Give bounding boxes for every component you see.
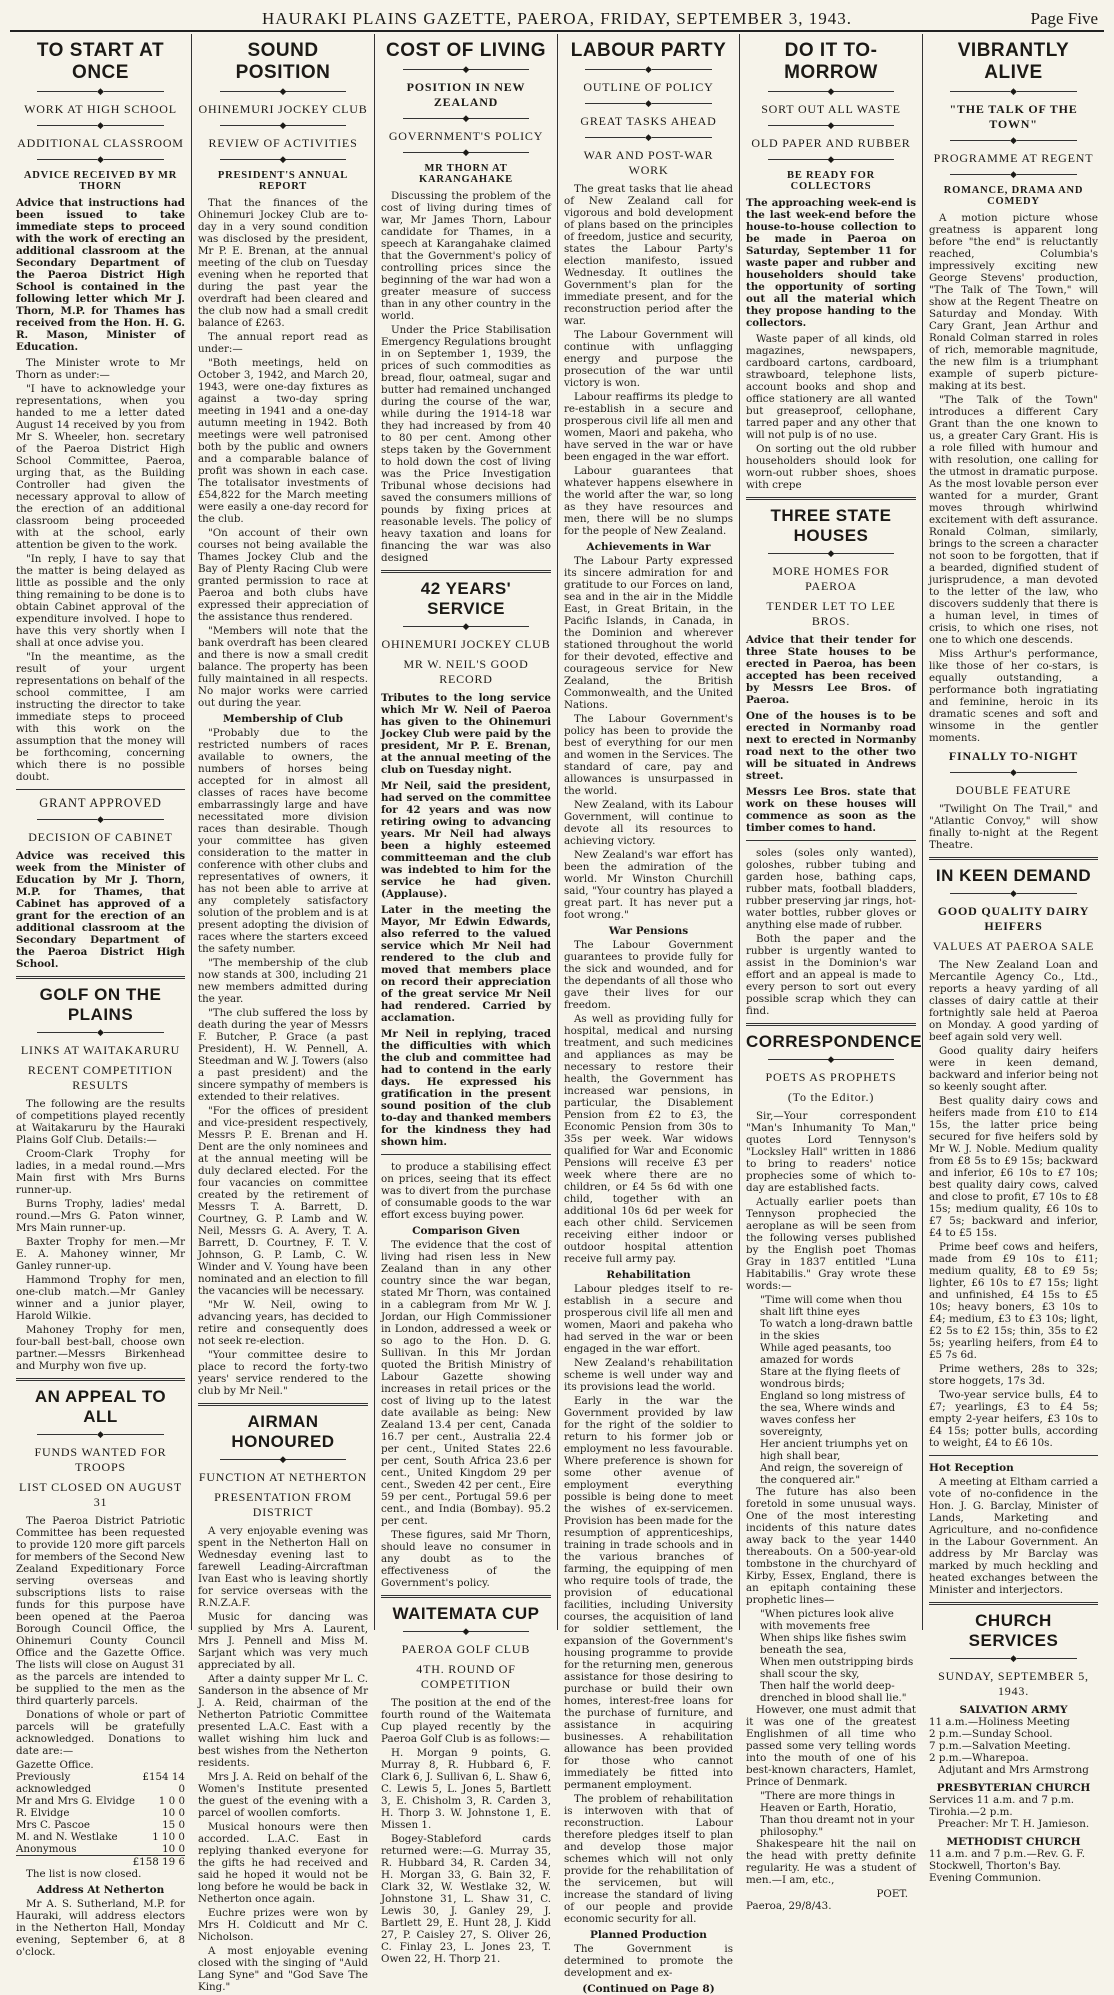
ornament: ◆ bbox=[16, 156, 185, 165]
table-row bbox=[16, 1771, 185, 1795]
paragraph: "Twilight On The Trail," and "Atlantic Convoy," will show finally to-night at the Regent Theatre. bbox=[929, 803, 1098, 851]
service-time: 7 p.m.—Salvation Meeting. bbox=[929, 1740, 1071, 1752]
paragraph: Prime wethers, 28s to 32s; store hoggets, 17s 3d. bbox=[929, 1363, 1098, 1387]
section-heading: Hot Reception bbox=[929, 1462, 1014, 1474]
subhead: OHINEMURI JOCKEY CLUB bbox=[381, 637, 551, 651]
paragraph: These figures, said Mr Thorn, should leave no consumer in any doubt as to the effectiveness of the Government's policy. bbox=[381, 1529, 551, 1589]
subhead: OLD PAPER AND RUBBER bbox=[751, 136, 911, 150]
service-time: Evening Communion. bbox=[929, 1872, 1042, 1884]
verse-line: "There are more things in Heaven or Earth, Horatio, bbox=[760, 1790, 897, 1814]
headline-cost-of-living: COST OF LIVING bbox=[385, 40, 547, 61]
subhead: POSITION IN NEW ZEALAND bbox=[406, 80, 526, 109]
paragraph: Euchre prizes were won by Mrs H. Coldicutt and Mr C. Nicholson. bbox=[198, 1907, 368, 1943]
paragraph: Music for dancing was supplied by Mrs A. Laurent, Mrs J. Pennell and Miss M. Sarjant which was very much appreciated by all. bbox=[198, 1611, 368, 1671]
ornament: ◆ bbox=[746, 1056, 916, 1065]
donor: R. Elvidge bbox=[16, 1807, 70, 1819]
headline-to-start-at-once: TO START AT ONCE bbox=[36, 40, 165, 83]
column-5 bbox=[740, 34, 923, 1912]
headline-golf-on-the-plains: GOLF ON THE PLAINS bbox=[39, 985, 162, 1024]
ornament: ◆ bbox=[746, 156, 916, 165]
paragraph: "Members will note that the bank overdraft has been cleared and there is now a small credit balance. The property has been fully maintained in all respects. No major works were carried out during the year. bbox=[198, 625, 368, 709]
paragraph: Sir,—Your correspondent "Man's Inhumanity To Man," quotes Lord Tennyson's "Locksley Hall" written in 1886 to bring to readers' notice prophecies some of which to-day are established facts. bbox=[746, 1110, 916, 1194]
divider bbox=[381, 1595, 551, 1598]
church-name: SALVATION ARMY bbox=[959, 1704, 1068, 1716]
paragraph: "For the offices of president and vice-president respectively, Messrs P. E. Brenan and H. Dent are the only nominees and at the annual meeting will be duly declared elected. For the four vacancies on committee created by the retirement of Messrs T. A. Barrett, D. Courtney, G. P. Lamb and W. Neil, Messrs G. A. Avery, T. A. Barrett, D. Courtney, F. T. V. Johnson, G. P. Lamb, C. W. Winder and V. Young have been nominated and an election to fill the vacancies will be necessary. bbox=[198, 1105, 368, 1297]
paragraph: Donations of whole or part of parcels will be gratefully acknowledged. Donations to date are:— bbox=[16, 1709, 185, 1757]
section-heading: Membership of Club bbox=[223, 713, 343, 725]
paragraph: Bogey-Stableford cards returned were:—G. Murray 35, R. Hubbard 34, R. Carden 34, H. Morgan 33, G. Bain 32, F. Clark 32, W. Westlake 32, W. Johnstone 31, L. Shaw 31, C. Lewis 30, J. Ganley 29, J. Bartlett 29, E. Hunt 28, J. Kidd 27, P. Caisley 27, S. Oliver 26, C. Finlay 23, L. Jones 23, T. Owen 22, H. Thorp 21. bbox=[381, 1833, 551, 1965]
paragraph: "The membership of the club now stands at 300, including 21 new members admitted during the year. bbox=[198, 957, 368, 1005]
paragraph: A most enjoyable evening closed with the singing of "Auld Lang Syne" and "God Save The King." bbox=[198, 1945, 368, 1993]
headline-waitemata-cup: WAITEMATA CUP bbox=[392, 1604, 540, 1623]
subhead: (To the Editor.) bbox=[787, 1090, 875, 1104]
paragraph: Labour guarantees that whatever happens elsewhere in the world after the war, so long as they have resources and men, there will be no slumps for the people of New Zealand. bbox=[564, 465, 733, 537]
ornament: ◆ bbox=[929, 769, 1098, 778]
verse-line: When men outstripping birds shall scour the sky, bbox=[760, 1656, 914, 1680]
paragraph: Musical honours were then accorded. L.A.C. East in replying thanked everyone for the gifts he had received and said he hoped it would not be long before he would be back in Netherton once again. bbox=[198, 1821, 368, 1905]
paragraph: The Labour Government's policy has been to provide the best of everything for our men and women in the Services. The standard of care, pay and allowances is unsurpassed in the world. bbox=[564, 713, 733, 797]
verse-line: While aged peasants, too amazed for words bbox=[760, 1342, 892, 1366]
verse-line: "Time will come when thou shalt lift thine eyes bbox=[760, 1294, 903, 1318]
ornament: ◆ bbox=[929, 171, 1098, 180]
subhead: LIST CLOSED ON AUGUST 31 bbox=[19, 1480, 182, 1509]
preacher: Preacher: Mr T. H. Jamieson. bbox=[937, 1818, 1090, 1830]
ornament: ◆ bbox=[929, 1655, 1098, 1664]
section-heading: Achievements in War bbox=[586, 541, 711, 553]
subhead: PRESIDENT'S ANNUAL REPORT bbox=[217, 170, 349, 192]
subhead: MR THORN AT KARANGAHAKE bbox=[419, 163, 513, 185]
paragraph: Labour pledges itself to re-establish in a secure and prosperous civil life all men and women, Maori and pakeha who had served in the war or been engaged in the war effort. bbox=[564, 1283, 733, 1355]
ornament: ◆ bbox=[564, 100, 733, 109]
amount: 1 0 0 bbox=[158, 1795, 185, 1807]
paragraph: The Labour Government guarantees to provide fully for the sick and wounded, and for the dependants of all those who gave their lives for our freedom. bbox=[564, 939, 733, 1011]
lead-paragraph: Later in the meeting the Mayor, Mr Edwin Edwards, also referred to the valued service which Mr Neil had rendered to the club and moved that members place on record their appreciation of the great service Mr Neil had rendered. Carried by acclamation. bbox=[381, 904, 551, 1024]
paragraph: Hammond Trophy for men, one-club match.—Mr Ganley winner and a junior player, Harold Wilkie. bbox=[16, 1274, 185, 1322]
paragraph: Croom-Clark Trophy for ladies, in a medal round.—Mrs Main first with Mrs Burns runner-up. bbox=[16, 1148, 185, 1196]
paragraph: Mr A. S. Sutherland, M.P. for Hauraki, will address electors in the Netherton Hall, Monday evening, September 6, at 8 o'clock. bbox=[16, 1898, 185, 1958]
subhead: PROGRAMME AT REGENT bbox=[933, 151, 1094, 165]
paragraph: Good quality dairy heifers were in keen demand, backward and inferior being not so keenly sought after. bbox=[929, 1045, 1098, 1093]
paragraph: "In the meantime, as the result of your urgent representations on behalf of the school committee, I am instructing the director to take immediate steps to proceed with this work on the assumption that the money will be forthcoming, concerning which there is no possible doubt. bbox=[16, 651, 185, 783]
paragraph: Mrs J. A. Reid on behalf of the Women's Institute presented the guest of the evening with a parcel of woollen comforts. bbox=[198, 1771, 368, 1819]
church-name: PRESBYTERIAN CHURCH bbox=[936, 1782, 1091, 1794]
divider bbox=[16, 1378, 185, 1381]
subhead: LINKS AT WAITAKARURU bbox=[20, 1043, 181, 1057]
lead-paragraph: Advice was received this week from the Minister of Education by Mr J. Thorn, M.P. for Thames, that Cabinet has approved of a grant for the erection of an additional classroom at the Secondary Department of the Paeroa District High School. bbox=[16, 850, 185, 970]
paragraph: soles (soles only wanted), goloshes, rubber tubing and garden hose, bathing caps, rubber mats, football bladders, rubber preserving jar rings, hot-water bottles, rubber gloves or anything else made of rubber. bbox=[746, 847, 916, 931]
paragraph: That the finances of the Ohinemuri Jockey Club are to-day in a very sound condition was disclosed by the president, Mr P. E. Brenan, at the annual meeting of the club on Tuesday evening when he reported that during the past year the overdraft had been cleared and the club now had a small credit balance of £263. bbox=[198, 197, 368, 329]
subhead: WORK AT HIGH SCHOOL bbox=[24, 102, 177, 116]
headline-an-appeal-to-all: AN APPEAL TO ALL bbox=[34, 1387, 167, 1426]
paragraph: "The club suffered the loss by death during the year of Messrs F. Butcher, P. Grace (a past President), H. W. Pennell, A. Steedman and W. J. Towers (also a past president) and the sincere sympathy of members is extended to their relatives. bbox=[198, 1007, 368, 1103]
paragraph: Best quality dairy cows and heifers made from £10 to £14 15s, the latter price being secured for five heifers sold by Mr W. J. Noble. Medium quality from £8 5s to £9 15s; backward and inferior, £6 10s to £7 10s; best quality dairy cows, calved and close to profit, £7 10s to £8 15s; medium quality, £6 10s to £7 5s; backward and inferior, £4 to £5 15s. bbox=[929, 1095, 1098, 1239]
paragraph: Under the Price Stabilisation Emergency Regulations brought in on September 1, 1939, the prices of such commodities as bread, flour, oatmeal, sugar and butter had remained unchanged during the course of the war, while during the 1914-18 war they had increased by from 40 to 80 per cent. Among other steps taken by the Government to hold down the cost of living was the Price Investigation Tribunal whose decisions had saved the consumers millions of pounds by fixing prices at reasonable levels. The policy of heavy taxation and loans for financing the war was also designed bbox=[381, 324, 551, 564]
paragraph: Miss Arthur's performance, like those of her co-stars, is equally outstanding, a performance both ingratiating and feminine, heroic in its dramatic scenes and soft and winsome in the gentler moments. bbox=[929, 648, 1098, 744]
church-name: METHODIST CHURCH bbox=[946, 1836, 1081, 1848]
section-heading: Comparison Given bbox=[412, 1225, 520, 1237]
donor: Mrs C. Pascoe bbox=[16, 1819, 91, 1831]
subhead: POETS AS PROPHETS bbox=[765, 1070, 897, 1084]
donor: M. and N. Westlake bbox=[16, 1831, 118, 1843]
verse-line: To watch a long-drawn battle in the skies bbox=[760, 1318, 913, 1342]
paragraph: On sorting out the old rubber householders should look for worn-out rubber shoes, shoes with crepe bbox=[746, 443, 916, 491]
paragraph: After a dainty supper Mr L. C. Sanderson in the absence of Mr J. A. Reid, chairman of the Netherton Patriotic Committee presented L.A.C. East with a wallet wishing him luck and best wishes from the Netherton residents. bbox=[198, 1673, 368, 1769]
paragraph: "On account of their own courses not being available the Thames Jockey Club and the Bay of Plenty Racing Club were granted permission to race at Paeroa and both clubs have expressed their appreciation of the assistance thus rendered. bbox=[198, 527, 368, 623]
paragraph: The evidence that the cost of living had risen less in New Zealand than in any other country since the war began, stated Mr Thorn, was contained in a cablegram from Mr W. J. Jordan, our High Commissioner in London, addressed a week or so ago to the Hon. D. G. Sullivan. In this Mr Jordan quoted the British Ministry of Labour Gazette showing increases in retail prices or the cost of living up to the latest date available as being: New Zealand 13.4 per cent, Canada 16.7 per cent., Australia 22.4 per cent., United States 22.6 per cent, South Africa 23.6 per cent., United Kingdom 29 per cent., Sweden 42 per cent., Eire 59 per cent., Portugal 59.6 per cent., and India (Bombay). 95.2 per cent. bbox=[381, 1239, 551, 1527]
ornament: ◆ bbox=[746, 122, 916, 131]
paragraph: "Mr W. Neil, owing to advancing years, has decided to retire and consequently does not seek re-election. bbox=[198, 1299, 368, 1347]
subhead: FUNDS WANTED FOR TROOPS bbox=[34, 1445, 167, 1474]
ornament: ◆ bbox=[381, 149, 551, 158]
divider bbox=[929, 857, 1098, 860]
service-time: Tirohia.—2 p.m. bbox=[929, 1806, 1013, 1818]
donation-table bbox=[16, 1771, 185, 1855]
ornament: ◆ bbox=[198, 156, 368, 165]
masthead-title: HAURAKI PLAINS GAZETTE, PAEROA, FRIDAY, SEPTEMBER 3, 1943. bbox=[261, 9, 853, 28]
subhead: MORE HOMES FOR PAEROA bbox=[772, 564, 890, 593]
divider bbox=[746, 840, 916, 841]
amount: 10 0 bbox=[162, 1843, 185, 1855]
paragraph: New Zealand's war effort has been the admiration of the world. Mr Winston Churchill said, "Your country has played a great part. It has never put a foot wrong." bbox=[564, 849, 733, 921]
paragraph: Burns Trophy, ladies' medal round.—Mrs G. Paton winner, Mrs Main runner-up. bbox=[16, 1198, 185, 1234]
divider bbox=[929, 1602, 1098, 1605]
paragraph: Both the paper and the rubber is urgently wanted to assist in the Dominion's war effort and an appeal is made to every person to sort out every possible scrap which they can find. bbox=[746, 933, 916, 1017]
columns bbox=[10, 34, 1104, 1995]
paragraph: The Government is determined to promote the development and ex- bbox=[564, 1943, 733, 1979]
headline-three-state-houses: THREE STATE HOUSES bbox=[770, 506, 892, 545]
headline-correspondence: CORRESPONDENCE bbox=[746, 1032, 923, 1051]
paragraph: As well as providing fully for hospital, medical and nursing treatment, and such medicines and appliances as may be necessary to restore their health, the Government has increased war pensions, in particular, the Disablement Pension from £2 to £3, the Economic Pension from 30s to 35s per week. War widows qualified for War and Economic Pensions will receive £3 per week where there are no children, or £4 5s 6d with one child, together with an additional 10s 6d per week for each other child. Servicemen receiving either indoor or outdoor hospital attention receive full army pay. bbox=[564, 1013, 733, 1265]
ornament: ◆ bbox=[198, 88, 368, 97]
subhead: FINALLY TO-NIGHT bbox=[948, 749, 1079, 763]
paragraph: A motion picture whose greatness is apparent long before "the end" is reluctantly reached, Columbia's impressively exciting new George Stevens' production, "The Talk of The Town," will show at the Regent Theatre on Saturday and Monday. With Cary Grant, Jean Arthur and Ronald Colman starred in roles of rich, memorable magnitude, the new film is a triumphant example of superb picture-making at its best. bbox=[929, 212, 1098, 392]
subhead: "THE TALK OF THE TOWN" bbox=[949, 102, 1078, 131]
headline-do-it-tomorrow: DO IT TO-MORROW bbox=[784, 40, 878, 83]
ornament: ◆ bbox=[16, 816, 185, 825]
lead-paragraph: Advice that their tender for three State houses to be erected in Paeroa, has been accepted has been received by Messrs Lee Bros. of Paeroa. bbox=[746, 634, 916, 706]
donor: Mr and Mrs G. Elvidge bbox=[16, 1795, 135, 1807]
paragraph: The Labour Party expressed its sincere admiration for and gratitude to our Forces on land, sea and in the air in the Middle East, in Great Britain, in the Pacific Islands, in Canada, in the Dominion and wherever stationed throughout the world for their devoted, effective and courageous service for New Zealand, the British Commonwealth, and the United Nations. bbox=[564, 555, 733, 711]
paragraph: The future has also been foretold in some unusual ways. One of the most interesting incidents of this nature dates away back to the year 1440 thereabouts. On a 500-year-old tombstone in the churchyard of Kirby, Essex, England, there is an epitaph containing these prophetic lines— bbox=[746, 1486, 916, 1606]
lead-paragraph: Mr Neil, said the president, had served on the committee for 42 years and was now retiring owing to advancing years. Mr Neil had always been a highly esteemed committeeman and the club was indebted to him for the service he had given. (Applause). bbox=[381, 780, 551, 900]
divider bbox=[16, 789, 185, 790]
divider bbox=[16, 976, 185, 979]
page-number: Page Five bbox=[1030, 9, 1098, 28]
divider bbox=[381, 570, 551, 573]
ornament: ◆ bbox=[16, 122, 185, 131]
verse-line: "When pictures look alive with movements free bbox=[760, 1608, 894, 1632]
ornament: ◆ bbox=[198, 1456, 368, 1465]
paragraph: "Both meetings, held on October 3, 1942, and March 20, 1943, were one-day fixtures as against a two-day spring meeting in 1941 and a one-day autumn meeting in 1942. Both meetings were well patronised both by the public and owners and a comparable balance of profit was shown in each case. The totalisator investments of £54,822 for the March meeting were easily a one-day record for the club. bbox=[198, 357, 368, 525]
headline-airman-honoured: AIRMAN HONOURED bbox=[231, 1412, 335, 1451]
lead-paragraph: The approaching week-end is the last week-end before the house-to-house collection to be made in Paeroa on Saturday, September 11 for waste paper and rubber and householders should take the opportunity of sorting out all the material which they propose handing to the collectors. bbox=[746, 197, 916, 329]
verse-line: Stare at the flying fleets of wondrous birds; bbox=[760, 1366, 900, 1390]
paragraph: The New Zealand Loan and Mercantile Agency Co., Ltd., reports a heavy yarding of all classes of dairy cattle at their fortnightly sale held at Paeroa on Monday. A good yarding of beef again sold very well. bbox=[929, 959, 1098, 1043]
verse-line: Then half the world deep-drenched in blood shall lie." bbox=[760, 1680, 907, 1704]
table-row bbox=[16, 1807, 185, 1819]
section-heading: Rehabilitation bbox=[606, 1269, 691, 1281]
church-listing bbox=[929, 1704, 1098, 1884]
subhead: GOOD QUALITY DAIRY HEIFERS bbox=[937, 904, 1090, 933]
paragraph: Mahoney Trophy for men, four-ball best-ball, choose own partner.—Messrs Birkenhead and Murphy won five up. bbox=[16, 1324, 185, 1372]
service-time: 2 p.m.—Sunday School. bbox=[929, 1728, 1053, 1740]
paragraph: The problem of rehabilitation is interwoven with that of reconstruction. Labour therefore pledges itself to plan and develop those major schemes which will not only provide for the rehabilitation of the servicemen, but will increase the standard of living of our people and provide economic security for all. bbox=[564, 1793, 733, 1925]
table-row bbox=[16, 1819, 185, 1831]
lead-paragraph: Tributes to the long service which Mr W. Neil of Paeroa has given to the Ohinemuri Jockey Club were paid by the president, Mr P. E. Brenan, at the annual meeting of the club on Tuesday night. bbox=[381, 692, 551, 776]
section-heading: Planned Production bbox=[590, 1929, 707, 1941]
amount: £154 14 0 bbox=[142, 1771, 185, 1795]
continued-note: (Continued on Page 8) bbox=[582, 1983, 715, 1995]
service-time: 11 a.m.—Holiness Meeting bbox=[929, 1716, 1070, 1728]
paragraph: However, one must admit that it was one of the greatest Englishmen of all time who passed some very telling words into the mouth of one of his best-known characters, Hamlet, Prince of Denmark. bbox=[746, 1704, 916, 1788]
verse-line: England so long mistress of the sea, Where winds and waves confess her sovereignty, bbox=[760, 1390, 905, 1438]
table-row bbox=[16, 1843, 185, 1855]
paragraph: A very enjoyable evening was spent in the Netherton Hall on Wednesday evening last to farewell Leading-Aircraftman Ivan East who is leaving shortly for service overseas with the R.N.Z.A.F. bbox=[198, 1525, 368, 1609]
subhead: SORT OUT ALL WASTE bbox=[761, 102, 901, 116]
divider bbox=[929, 1455, 1098, 1456]
paragraph: New Zealand's rehabilitation scheme is well under way and its provisions lead the world. bbox=[564, 1357, 733, 1393]
paragraph: Early in the war the Government provided by law for the right of the soldier to return to his former job or employment no less favourable. Where preference is shown for some other avenue of employment everything possible is being done to meet the wishes of ex-servicemen. Provision has been made for the resumption of apprenticeships, training in trade schools and in the various branches of farming, the equipping of men who require tools of trade, the provision of educational facilities, including University courses, the acquisition of land for soldier settlement, the expansion of the Government's housing programme to provide for the returning men, generous assistance for those desiring to purchase or build their own homes, interest-free loans for the purchase of furniture, and assistance in acquiring businesses. A rehabilitation allowance has been provided for those who cannot immediately be fitted into permanent employment. bbox=[564, 1395, 733, 1791]
paragraph: The position at the end of the fourth round of the Waitemata Cup played recently by the Paeroa Golf Club is as follows:— bbox=[381, 1697, 551, 1745]
paragraph: "Probably due to the restricted numbers of races available to owners, the numbers of horses being accepted for in almost all classes of races have become embarrassingly large and have necessitated more division races than desirable. Though your committee has given consideration to the matter in conference with other clubs and representatives of owners, it has not been able to arrive at any completely satisfactory solution of the problem and is at present adopting the division of races where the starters exceed the safety number. bbox=[198, 727, 368, 955]
dateline: Paeroa, 29/8/43. bbox=[746, 1900, 832, 1912]
subhead: SUNDAY, SEPTEMBER 5, 1943. bbox=[938, 1669, 1089, 1698]
amount: 1 10 0 bbox=[152, 1831, 185, 1843]
table-row bbox=[16, 1795, 185, 1807]
subhead: RECENT COMPETITION RESULTS bbox=[27, 1063, 174, 1092]
ornament: ◆ bbox=[564, 66, 733, 75]
headline-vibrantly-alive: VIBRANTLY ALIVE bbox=[957, 40, 1070, 83]
paragraph: to produce a stabilising effect on prices, seeing that its effect was to divert from the purchase of consumable goods to the war effort excess buying power. bbox=[381, 1161, 551, 1221]
ornament: ◆ bbox=[16, 1431, 185, 1440]
paragraph: The list is now closed. bbox=[26, 1868, 142, 1880]
paragraph: The following are the results of competitions played recently at Waitakaruru by the Hauraki Plains Golf Club. Details:— bbox=[16, 1098, 185, 1146]
paragraph: The Minister wrote to Mr Thorn as under:— bbox=[16, 357, 185, 381]
lead-paragraph: Advice that instructions had been issued to take immediate steps to proceed with the work of erecting an additional classroom at the Secondary Department of the Paeroa District High School is contained in the following letter which Mr J. Thorn, M.P. for Thames has received from the Hon. H. G. R. Mason, Minister of Education. bbox=[16, 197, 185, 353]
subhead: 4TH. ROUND OF COMPETITION bbox=[416, 1662, 516, 1691]
section-heading: Address At Netherton bbox=[36, 1884, 165, 1896]
subhead: PRESENTATION FROM DISTRICT bbox=[214, 1490, 352, 1519]
column-6 bbox=[923, 34, 1104, 1884]
headline-grant-approved: GRANT APPROVED bbox=[39, 796, 162, 810]
ornament: ◆ bbox=[16, 88, 185, 97]
headline-42-years-service: 42 YEARS' SERVICE bbox=[420, 579, 512, 618]
headline-labour-party: LABOUR PARTY bbox=[570, 40, 727, 61]
ornament: ◆ bbox=[381, 1628, 551, 1637]
paragraph: Prime beef cows and heifers, made from £9 10s to £11; medium quality, £8 to £9 5s; lighter, £6 10s to £7 15s; light and unfinished, £4 15s to £5 10s; heavy boners, £3 10s to £4; medium, £3 to £3 10s; light, £2 5s to £2 15s; thin, 35s to £2 5s; yearling heifers, from £4 to £5 7s 6d. bbox=[929, 1241, 1098, 1361]
paragraph: Waste paper of all kinds, old magazines, newspapers, cardboard cartons, cardboard, strawboard, telephone lists, account books and shop and office stationery are all wanted but greaseproof, cellophane, tarred paper and any other that will not pulp is of no use. bbox=[746, 333, 916, 441]
paragraph: A meeting at Eltham carried a vote of no-confidence in the Hon. J. G. Barclay, Minister of Lands, Marketing and Agriculture, and no-confidence in the Labour Government. An address by Mr Barclay was marked by much heckling and heated exchanges between the Minister and interjectors. bbox=[929, 1476, 1098, 1596]
service-time: 11 a.m. and 7 p.m.—Rev. G. F. Stockwell, Thorton's Bay. bbox=[929, 1848, 1085, 1872]
donation-heading: Gazette Office. bbox=[16, 1759, 94, 1771]
service-time: Services 11 a.m. and 7 p.m. bbox=[929, 1794, 1075, 1806]
donor: Previously acknowledged bbox=[16, 1771, 92, 1795]
paragraph: "The Talk of the Town" introduces a different Cary Grant than the one known to us, a greater Cary Grant. His is a role filled with humour and with resolution, one calling for the utmost in dramatic purpose. As the most lovable person ever wanted for a murder, Grant moves through whirlwind excitement with deft assurance. Ronald Colman, similarly, brings to the screen a character not soon to be forgotten, that if a bearded, dignified student of jurisprudence, a man devoted to the letter of the law, who discovers suddenly that there is a human level, in times of crisis, to which one rises, not one to which one descends. bbox=[929, 394, 1098, 646]
subhead: MR W. NEIL'S GOOD RECORD bbox=[403, 657, 529, 686]
column-3 bbox=[375, 34, 558, 1965]
headline-church-services: CHURCH SERVICES bbox=[968, 1611, 1059, 1650]
ornament: ◆ bbox=[929, 890, 1098, 899]
amount: 10 0 bbox=[162, 1807, 185, 1819]
verse-line: When ships like fishes swim beneath the sea, bbox=[760, 1632, 907, 1656]
paragraph: Shakespeare hit the nail on the head with pretty definite regularity. He was a student of men.—I am, etc., bbox=[746, 1838, 916, 1886]
masthead bbox=[10, 8, 1104, 32]
paragraph: "In reply, I have to say that the matter is being delayed as little as possible and the only thing remaining to be done is to obtain Cabinet approval of the expenditure involved. I hope to have this very shortly when I shall at once advise you. bbox=[16, 553, 185, 649]
lead-paragraph: Messrs Lee Bros. state that work on these houses will commence as soon as the timber comes to hand. bbox=[746, 786, 916, 834]
ornament: ◆ bbox=[198, 122, 368, 131]
subhead: DECISION OF CABINET bbox=[28, 830, 173, 844]
divider bbox=[381, 1154, 551, 1155]
ornament: ◆ bbox=[746, 550, 916, 559]
subhead: TENDER LET TO LEE BROS. bbox=[766, 599, 896, 628]
verse-line: Than thou dreamt not in your philosophy." bbox=[760, 1814, 915, 1838]
subhead: WAR AND POST-WAR WORK bbox=[583, 148, 714, 177]
amount: 15 0 bbox=[162, 1819, 185, 1831]
ornament: ◆ bbox=[746, 88, 916, 97]
ornament: ◆ bbox=[564, 134, 733, 143]
donor: Anonymous bbox=[16, 1843, 77, 1855]
ornament: ◆ bbox=[381, 115, 551, 124]
paragraph: Discussing the problem of the cost of living during times of war, Mr James Thorn, Labour candidate for Thames, in a speech at Karangahake claimed that the Government's policy of controlling prices since the beginning of the war had won a greater measure of success than in any other country in the world. bbox=[381, 190, 551, 322]
signature: POET. bbox=[876, 1888, 908, 1900]
verse-line: And reign, the sovereign of the conquered air." bbox=[760, 1462, 903, 1486]
table-row bbox=[16, 1831, 185, 1843]
paragraph: Labour reaffirms its pledge to re-establish in a secure and prosperous civil life all men and women, Maori and pakeha, who have served in the war or have been engaged in the war effort. bbox=[564, 391, 733, 463]
ornament: ◆ bbox=[929, 137, 1098, 146]
section-heading: War Pensions bbox=[608, 925, 689, 937]
subhead: PAEROA GOLF CLUB bbox=[401, 1642, 531, 1656]
paragraph: New Zealand, with its Labour Government, will continue to devote all its resources to achieving victory. bbox=[564, 799, 733, 847]
paragraph: H. Morgan 9 points, G. Murray 8, R. Hubbard 6, F. Clark 6, J. Sullivan 6, L. Shaw 6, C. Lewis 5, L. Jones 5, Bartlett 3, E. Chisholm 3, R. Carden 3, H. Thorp 3. W. Johnstone 1, E. Missen 1. bbox=[381, 1747, 551, 1831]
subhead: REVIEW OF ACTIVITIES bbox=[208, 136, 358, 150]
subhead: OUTLINE OF POLICY bbox=[583, 80, 714, 94]
paragraph: Baxter Trophy for men.—Mr E. A. Mahoney winner, Mr Ganley runner-up. bbox=[16, 1236, 185, 1272]
paragraph: The annual report read as under:— bbox=[198, 331, 368, 355]
subhead: ADDITIONAL CLASSROOM bbox=[17, 136, 184, 150]
subhead: BE READY FOR COLLECTORS bbox=[787, 170, 875, 192]
divider bbox=[746, 497, 916, 500]
column-4 bbox=[558, 34, 740, 1995]
service-time: 2 p.m.—Wharepoa. bbox=[929, 1752, 1029, 1764]
ornament: ◆ bbox=[929, 88, 1098, 97]
column-1 bbox=[10, 34, 192, 1958]
paragraph: The Labour Government will continue with unflagging energy and purpose the prosecution of the war until victory is won. bbox=[564, 329, 733, 389]
divider bbox=[746, 1023, 916, 1026]
subhead: FUNCTION AT NETHERTON bbox=[198, 1470, 368, 1484]
verse-line: Her ancient triumphs yet on high shall bear, bbox=[760, 1438, 908, 1462]
subhead: OHINEMURI JOCKEY CLUB bbox=[198, 102, 368, 116]
paragraph: Two-year service bulls, £4 to £7; yearlings, £3 to £4 5s; empty 2-year heifers, £3 10s to £4 15s; potter bulls, according to weight, £4 to £6 10s. bbox=[929, 1389, 1098, 1449]
ornament: ◆ bbox=[381, 623, 551, 632]
officer: Adjutant and Mrs Armstrong bbox=[938, 1764, 1089, 1776]
subhead: VALUES AT PAEROA SALE bbox=[932, 939, 1095, 953]
subhead: DOUBLE FEATURE bbox=[955, 783, 1072, 797]
ornament: ◆ bbox=[16, 1029, 185, 1038]
paragraph: "Your committee desire to place to record the forty-two years' service rendered to the club by Mr Neil." bbox=[198, 1349, 368, 1397]
subhead: GREAT TASKS AHEAD bbox=[580, 114, 717, 128]
paragraph: The great tasks that lie ahead of New Zealand call for vigorous and bold development of plans based on the principles of freedom, justice and security, states the Labour Party's election manifesto, issued Wednesday. It outlines the Government's plan for the immediate present, and for the reconstruction period after the war. bbox=[564, 183, 733, 327]
subhead: GOVERNMENT'S POLICY bbox=[388, 129, 544, 143]
paragraph: The Paeroa District Patriotic Committee has been requested to provide 120 more gift parcels for members of the Second New Zealand Expeditionary Force serving overseas and subscriptions lists to raise funds for this purpose have been opened at the Paeroa Borough Council Office, the Ohinemuri County Council Office and the Gazette Office. The lists will close on August 31 as the parcels are intended to be supplied to the men as the third quarterly parcels. bbox=[16, 1515, 185, 1707]
paragraph: "I have to acknowledge your representations, when you handed to me a letter dated August 14 received by you from Mr S. Wheeler, hon. secretary of the Paeroa District High School Committee, Paeroa, urging that, as the Building Controller had given the necessary approval to allow of the erection of an additional classroom being proceeded with at the school, early attention be given to the work. bbox=[16, 383, 185, 551]
divider bbox=[198, 1403, 368, 1406]
paragraph: Actually earlier poets than Tennyson prophecied the aeroplane as will be seen from the following verses published by the English poet Thomas Gray in 1837 entitled "Luna Habitabilis." Gray wrote these words:— bbox=[746, 1196, 916, 1292]
subhead: ROMANCE, DRAMA AND COMEDY bbox=[943, 185, 1084, 207]
lead-paragraph: Mr Neil in replying, traced the difficulties with which the club and committee had had to contend in the early days. He expressed his gratification in the present sound position of the club to-day and thanked members for the kindness they had shown him. bbox=[381, 1028, 551, 1148]
headline-in-keen-demand: IN KEEN DEMAND bbox=[935, 866, 1092, 885]
subhead: ADVICE RECEIVED BY MR THORN bbox=[23, 170, 178, 192]
lead-paragraph: One of the houses is to be erected in Normanby road next to erected in Normanby road next to the other two will be situated in Andrews street. bbox=[746, 710, 916, 782]
ornament: ◆ bbox=[381, 66, 551, 75]
column-2 bbox=[192, 34, 375, 1993]
donation-total: £158 19 6 bbox=[16, 1855, 185, 1868]
headline-sound-position: SOUND POSITION bbox=[235, 40, 331, 83]
